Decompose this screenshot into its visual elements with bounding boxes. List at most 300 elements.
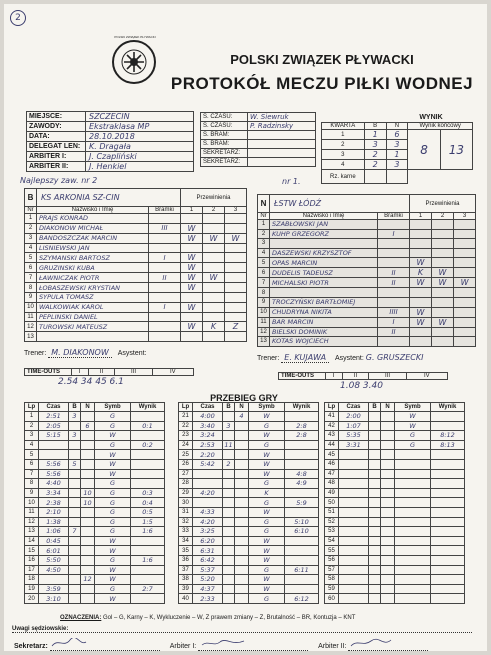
przebieg-row bbox=[325, 469, 465, 479]
info-value: K. Dragała bbox=[86, 142, 194, 152]
przebieg-cell: 1:5 bbox=[131, 517, 165, 527]
timeout-slot: IV bbox=[406, 373, 447, 380]
przebieg-row bbox=[25, 575, 165, 585]
info-value: SZCZECIN bbox=[86, 112, 194, 122]
przebieg-cell: 14 bbox=[25, 536, 39, 546]
przebieg-cell: 2:38 bbox=[39, 498, 69, 508]
przebieg-cell: 2:8 bbox=[285, 421, 319, 431]
przebieg-cell: 24 bbox=[179, 440, 193, 450]
player-nr: 10 bbox=[25, 302, 37, 312]
player-nr: 5 bbox=[25, 253, 37, 263]
przebieg-cell bbox=[81, 412, 95, 422]
przebieg-cell bbox=[131, 594, 165, 604]
przebieg-cell: W bbox=[249, 459, 285, 469]
przebieg-cell: 8 bbox=[25, 479, 39, 489]
team-n-col-2: 2 bbox=[432, 213, 454, 220]
player-foul bbox=[432, 337, 454, 347]
player-foul bbox=[432, 248, 454, 258]
player-foul bbox=[181, 214, 203, 224]
przebieg-cell bbox=[369, 575, 381, 585]
przebieg-row bbox=[325, 498, 465, 508]
przebieg-cell bbox=[395, 565, 431, 575]
przebieg-cell: 30 bbox=[179, 498, 193, 508]
przebieg-col-header: B bbox=[69, 403, 81, 412]
player-goals bbox=[149, 263, 181, 273]
player-goals: II bbox=[378, 278, 410, 288]
player-row bbox=[258, 278, 476, 288]
przebieg-cell: 53 bbox=[325, 527, 339, 537]
przebieg-cell: 6:20 bbox=[193, 536, 223, 546]
przebieg-cell bbox=[395, 546, 431, 556]
score-rz-label: Rz. karne bbox=[322, 170, 365, 184]
player-foul: W bbox=[181, 263, 203, 273]
przebieg-cell: 10 bbox=[25, 498, 39, 508]
przebieg-cell bbox=[431, 536, 465, 546]
player-name bbox=[270, 288, 378, 298]
info-value: J. Czapliński bbox=[86, 152, 194, 162]
przebieg-cell bbox=[285, 488, 319, 498]
przebieg-cell bbox=[223, 507, 235, 517]
przebieg-col-3 bbox=[324, 402, 465, 604]
player-foul: W bbox=[181, 223, 203, 233]
przebieg-cell: 10 bbox=[81, 488, 95, 498]
przebieg-cell bbox=[235, 479, 249, 489]
official-row bbox=[201, 122, 316, 131]
timeout-slot: I bbox=[72, 369, 89, 376]
player-row bbox=[25, 253, 247, 263]
przebieg-row bbox=[179, 507, 319, 517]
score-quarter: 2 bbox=[322, 140, 365, 150]
przebieg-cell: 6:42 bbox=[193, 555, 223, 565]
przebieg-cell bbox=[223, 498, 235, 508]
przebieg-cell: 22 bbox=[179, 421, 193, 431]
player-foul bbox=[432, 229, 454, 239]
przebieg-cell: W bbox=[249, 546, 285, 556]
przebieg-col-header: Czas bbox=[339, 403, 369, 412]
przebieg-cell bbox=[369, 507, 381, 517]
przebieg-cell: W bbox=[95, 546, 131, 556]
przebieg-cell bbox=[431, 498, 465, 508]
team-b-col-3: 3 bbox=[225, 207, 247, 214]
player-goals bbox=[149, 243, 181, 253]
przebieg-row bbox=[325, 479, 465, 489]
przebieg-col-header: N bbox=[235, 403, 249, 412]
player-nr: 4 bbox=[25, 243, 37, 253]
info-row bbox=[27, 162, 194, 172]
info-label: ARBITER II: bbox=[27, 162, 86, 172]
przebieg-cell: W bbox=[249, 575, 285, 585]
player-nr: 2 bbox=[25, 223, 37, 233]
przebieg-cell: 4:9 bbox=[285, 479, 319, 489]
przebieg-cell: 36 bbox=[179, 555, 193, 565]
official-value: P. Radzinsky bbox=[248, 122, 316, 131]
player-foul: W bbox=[181, 302, 203, 312]
info-value: Ekstraklasa MP bbox=[86, 122, 194, 132]
przebieg-cell bbox=[369, 498, 381, 508]
przebieg-cell bbox=[223, 517, 235, 527]
przebieg-cell bbox=[395, 584, 431, 594]
przebieg-row bbox=[325, 555, 465, 565]
przebieg-cell bbox=[369, 584, 381, 594]
przebieg-cell bbox=[339, 594, 369, 604]
player-foul bbox=[203, 283, 225, 293]
player-goals bbox=[378, 258, 410, 268]
przebieg-row bbox=[179, 594, 319, 604]
przebieg-cell bbox=[131, 412, 165, 422]
player-row bbox=[25, 302, 247, 312]
przebieg-cell bbox=[431, 527, 465, 537]
przebieg-cell bbox=[81, 459, 95, 469]
przebieg-cell bbox=[381, 594, 395, 604]
przebieg-cell: G bbox=[249, 479, 285, 489]
przebieg-cell bbox=[81, 517, 95, 527]
przebieg-cell: 3:24 bbox=[193, 431, 223, 441]
przebieg-row bbox=[25, 536, 165, 546]
official-value: W. Siewruk bbox=[248, 113, 316, 122]
przebieg-cell: 6 bbox=[25, 459, 39, 469]
przebieg-row bbox=[325, 594, 465, 604]
przebieg-cell bbox=[369, 479, 381, 489]
przebieg-row bbox=[25, 527, 165, 537]
przebieg-col-header: Wynik bbox=[285, 403, 319, 412]
player-foul bbox=[454, 229, 476, 239]
przebieg-cell bbox=[339, 555, 369, 565]
player-foul bbox=[225, 214, 247, 224]
player-foul bbox=[454, 258, 476, 268]
player-foul bbox=[432, 288, 454, 298]
przebieg-cell bbox=[381, 527, 395, 537]
przebieg-cell bbox=[223, 479, 235, 489]
przebieg-cell: 55 bbox=[325, 546, 339, 556]
player-foul: W bbox=[432, 278, 454, 288]
timeouts-left bbox=[24, 368, 194, 387]
przebieg-col-header: B bbox=[369, 403, 381, 412]
uwagi-line bbox=[12, 626, 472, 633]
player-name: BANDOSZCZAK MARCIN bbox=[37, 233, 149, 243]
score-n: 1 bbox=[386, 150, 408, 160]
przebieg-cell: 2:8 bbox=[285, 431, 319, 441]
przebieg-row bbox=[325, 440, 465, 450]
przebieg-cell bbox=[431, 575, 465, 585]
player-row bbox=[258, 327, 476, 337]
przebieg-cell: 1:07 bbox=[339, 421, 369, 431]
przebieg-cell: G bbox=[95, 488, 131, 498]
przebieg-row bbox=[25, 421, 165, 431]
przebieg-cell bbox=[339, 479, 369, 489]
official-row bbox=[201, 149, 316, 158]
player-nr: 2 bbox=[258, 229, 270, 239]
przebieg-cell bbox=[223, 565, 235, 575]
player-goals: I bbox=[149, 253, 181, 263]
player-nr: 13 bbox=[25, 332, 37, 342]
przebieg-cell bbox=[81, 450, 95, 460]
przebieg-cell bbox=[69, 546, 81, 556]
przebieg-cell bbox=[431, 546, 465, 556]
przebieg-cell bbox=[369, 469, 381, 479]
player-foul: Z bbox=[225, 322, 247, 332]
col-kwarta: KWARTA bbox=[322, 123, 365, 130]
player-foul bbox=[203, 253, 225, 263]
przebieg-cell: W bbox=[249, 584, 285, 594]
team-n-assistant: G. GRUSZECKI bbox=[365, 352, 424, 362]
przebieg-cell bbox=[339, 498, 369, 508]
player-foul bbox=[410, 220, 432, 230]
przebieg-cell bbox=[39, 575, 69, 585]
player-foul: W bbox=[225, 233, 247, 243]
przebieg-col-header: Symb bbox=[95, 403, 131, 412]
player-foul bbox=[203, 223, 225, 233]
team-n-letter: N bbox=[258, 195, 270, 213]
signatures-line bbox=[14, 638, 474, 651]
przebieg-cell: 56 bbox=[325, 555, 339, 565]
przebieg-cell: 50 bbox=[325, 498, 339, 508]
przebieg-row bbox=[179, 450, 319, 460]
przebieg-cell bbox=[223, 412, 235, 422]
officials-table bbox=[200, 112, 316, 167]
player-foul bbox=[225, 273, 247, 283]
przebieg-cell bbox=[235, 421, 249, 431]
przebieg-cell bbox=[369, 527, 381, 537]
przebieg-cell: 3 bbox=[25, 431, 39, 441]
team-n-przewinienia: Przewinienia bbox=[410, 195, 476, 213]
player-nr: 9 bbox=[25, 293, 37, 303]
przebieg-cell: 3:25 bbox=[193, 527, 223, 537]
pzp-logo bbox=[112, 35, 156, 84]
przebieg-col-header: Wynik bbox=[131, 403, 165, 412]
przebieg-cell: 2:53 bbox=[193, 440, 223, 450]
player-goals: I bbox=[378, 229, 410, 239]
przebieg-cell: 21 bbox=[179, 412, 193, 422]
player-goals bbox=[149, 332, 181, 342]
col-n: N bbox=[386, 123, 408, 130]
player-foul bbox=[410, 297, 432, 307]
przebieg-cell bbox=[339, 507, 369, 517]
przebieg-cell: 3:40 bbox=[193, 421, 223, 431]
player-foul bbox=[432, 220, 454, 230]
info-label: MIEJSCE: bbox=[27, 112, 86, 122]
player-foul bbox=[432, 327, 454, 337]
official-label: S. CZASU: bbox=[201, 113, 248, 122]
score-table bbox=[321, 122, 473, 184]
przebieg-cell: 29 bbox=[179, 488, 193, 498]
przebieg-cell bbox=[381, 469, 395, 479]
przebieg-row bbox=[325, 459, 465, 469]
player-nr: 12 bbox=[258, 327, 270, 337]
player-foul bbox=[454, 317, 476, 327]
przebieg-row bbox=[179, 584, 319, 594]
player-foul: W bbox=[181, 322, 203, 332]
przebieg-row bbox=[179, 412, 319, 422]
przebieg-title: PRZEBIEG GRY bbox=[210, 393, 278, 403]
player-foul bbox=[181, 293, 203, 303]
official-label: S. BRAM: bbox=[201, 140, 248, 149]
przebieg-cell bbox=[223, 584, 235, 594]
player-name: OPAS MARCIN bbox=[270, 258, 378, 268]
player-name: TROCZYŃSKI BARTŁOMIEJ bbox=[270, 297, 378, 307]
team-b-col-nr: Nr bbox=[25, 207, 37, 214]
przebieg-cell: 51 bbox=[325, 507, 339, 517]
przebieg-cell: 6 bbox=[81, 421, 95, 431]
przebieg-row bbox=[179, 565, 319, 575]
przebieg-cell: 4 bbox=[25, 440, 39, 450]
przebieg-cell bbox=[431, 412, 465, 422]
przebieg-cell bbox=[131, 536, 165, 546]
przebieg-cell bbox=[395, 498, 431, 508]
player-foul bbox=[225, 253, 247, 263]
przebieg-cell: 43 bbox=[325, 431, 339, 441]
player-foul bbox=[410, 288, 432, 298]
przebieg-cell bbox=[193, 479, 223, 489]
player-foul bbox=[203, 312, 225, 322]
przebieg-cell: W bbox=[95, 459, 131, 469]
przebieg-cell bbox=[431, 459, 465, 469]
official-label: SEKRETARZ: bbox=[201, 149, 248, 158]
player-row bbox=[25, 243, 247, 253]
przebieg-cell bbox=[395, 459, 431, 469]
przebieg-row bbox=[179, 555, 319, 565]
team-b-trainer: M. DIAKONOW bbox=[48, 348, 112, 358]
przebieg-cell: 26 bbox=[179, 459, 193, 469]
uwagi-label: Uwagi sędziowskie: bbox=[12, 626, 69, 632]
player-nr: 11 bbox=[25, 312, 37, 322]
przebieg-cell bbox=[235, 575, 249, 585]
przebieg-cell: 2:10 bbox=[39, 507, 69, 517]
info-row bbox=[27, 132, 194, 142]
info-row bbox=[27, 152, 194, 162]
team-n-trainer-label: Trener: bbox=[257, 354, 280, 362]
player-name: PRAJS KONRAD bbox=[37, 214, 149, 224]
protocol-sheet bbox=[4, 4, 487, 651]
player-foul bbox=[454, 239, 476, 249]
score-b: 2 bbox=[364, 160, 386, 170]
przebieg-cell: 27 bbox=[179, 469, 193, 479]
przebieg-cell: W bbox=[249, 555, 285, 565]
przebieg-cell bbox=[235, 469, 249, 479]
przebieg-row bbox=[325, 536, 465, 546]
przebieg-cell bbox=[285, 507, 319, 517]
przebieg-cell bbox=[235, 555, 249, 565]
przebieg-cell: 8:12 bbox=[431, 431, 465, 441]
przebieg-cell bbox=[235, 431, 249, 441]
przebieg-cell bbox=[339, 450, 369, 460]
player-name: ŁAWNICZAK PIOTR bbox=[37, 273, 149, 283]
score-n: 3 bbox=[386, 160, 408, 170]
przebieg-cell bbox=[381, 507, 395, 517]
score-quarter: 1 bbox=[322, 130, 365, 140]
przebieg-cell bbox=[381, 536, 395, 546]
przebieg-col-header: Czas bbox=[193, 403, 223, 412]
przebieg-cell: G bbox=[95, 440, 131, 450]
przebieg-cell bbox=[431, 479, 465, 489]
player-goals: I bbox=[149, 302, 181, 312]
przebieg-cell: 2:33 bbox=[193, 594, 223, 604]
przebieg-cell bbox=[381, 498, 395, 508]
przebieg-cell bbox=[81, 440, 95, 450]
przebieg-col-header: Czas bbox=[39, 403, 69, 412]
player-nr: 7 bbox=[25, 273, 37, 283]
player-foul bbox=[181, 312, 203, 322]
przebieg-cell bbox=[81, 527, 95, 537]
przebieg-cell: 5:42 bbox=[193, 459, 223, 469]
przebieg-cell bbox=[381, 479, 395, 489]
przebieg-cell: W bbox=[95, 450, 131, 460]
przebieg-cell bbox=[369, 565, 381, 575]
przebieg-cell: 37 bbox=[179, 565, 193, 575]
przebieg-cell: 38 bbox=[179, 575, 193, 585]
przebieg-cell bbox=[81, 565, 95, 575]
przebieg-row bbox=[179, 498, 319, 508]
player-name: LISNIEWSKI JAN bbox=[37, 243, 149, 253]
przebieg-cell: 54 bbox=[325, 536, 339, 546]
player-name: DUDELIS TADEUSZ bbox=[270, 268, 378, 278]
player-name: TUROWSKI MATEUSZ bbox=[37, 322, 149, 332]
przebieg-cell bbox=[235, 459, 249, 469]
player-foul: W bbox=[432, 317, 454, 327]
przebieg-cell bbox=[381, 459, 395, 469]
player-nr: 4 bbox=[258, 248, 270, 258]
przebieg-cell: 5:15 bbox=[39, 431, 69, 441]
przebieg-row bbox=[179, 440, 319, 450]
przebieg-cell bbox=[39, 440, 69, 450]
przebieg-cell: 40 bbox=[179, 594, 193, 604]
player-goals: II bbox=[378, 268, 410, 278]
player-foul bbox=[454, 307, 476, 317]
przebieg-cell: 49 bbox=[325, 488, 339, 498]
team-n-staff bbox=[257, 353, 475, 362]
przebieg-row bbox=[325, 412, 465, 422]
przebieg-row bbox=[25, 555, 165, 565]
przebieg-cell: 1:38 bbox=[39, 517, 69, 527]
przebieg-cell bbox=[223, 488, 235, 498]
przebieg-col-header: N bbox=[81, 403, 95, 412]
przebieg-row bbox=[325, 450, 465, 460]
player-foul bbox=[225, 243, 247, 253]
przebieg-cell: 8:13 bbox=[431, 440, 465, 450]
przebieg-cell: 2 bbox=[223, 459, 235, 469]
przebieg-cell bbox=[339, 527, 369, 537]
player-goals bbox=[378, 337, 410, 347]
team-b-letter: B bbox=[25, 189, 37, 207]
przebieg-cell: W bbox=[249, 507, 285, 517]
przebieg-cell bbox=[69, 440, 81, 450]
timeout-slot: I bbox=[326, 373, 343, 380]
przebieg-cell: K bbox=[249, 488, 285, 498]
przebieg-col-header: Lp bbox=[325, 403, 339, 412]
przebieg-cell bbox=[69, 517, 81, 527]
przebieg-cell: 5:9 bbox=[285, 498, 319, 508]
przebieg-row bbox=[179, 517, 319, 527]
przebieg-cell bbox=[69, 555, 81, 565]
player-goals bbox=[378, 239, 410, 249]
przebieg-cell: 6:11 bbox=[285, 565, 319, 575]
przebieg-cell bbox=[369, 412, 381, 422]
player-foul bbox=[454, 268, 476, 278]
player-foul bbox=[454, 327, 476, 337]
player-nr: 10 bbox=[258, 307, 270, 317]
arbiter2-label: Arbiter II: bbox=[318, 643, 347, 650]
przebieg-cell: 1 bbox=[25, 412, 39, 422]
przebieg-row bbox=[325, 421, 465, 431]
player-goals: III bbox=[149, 223, 181, 233]
przebieg-col-header: Wynik bbox=[431, 403, 465, 412]
przebieg-cell bbox=[235, 594, 249, 604]
player-foul: W bbox=[410, 258, 432, 268]
przebieg-cell bbox=[69, 575, 81, 585]
team-n-col-bramki: Bramki bbox=[378, 213, 410, 220]
przebieg-cell: 41 bbox=[325, 412, 339, 422]
official-label: S. BRAM: bbox=[201, 131, 248, 140]
przebieg-cell: 44 bbox=[325, 440, 339, 450]
